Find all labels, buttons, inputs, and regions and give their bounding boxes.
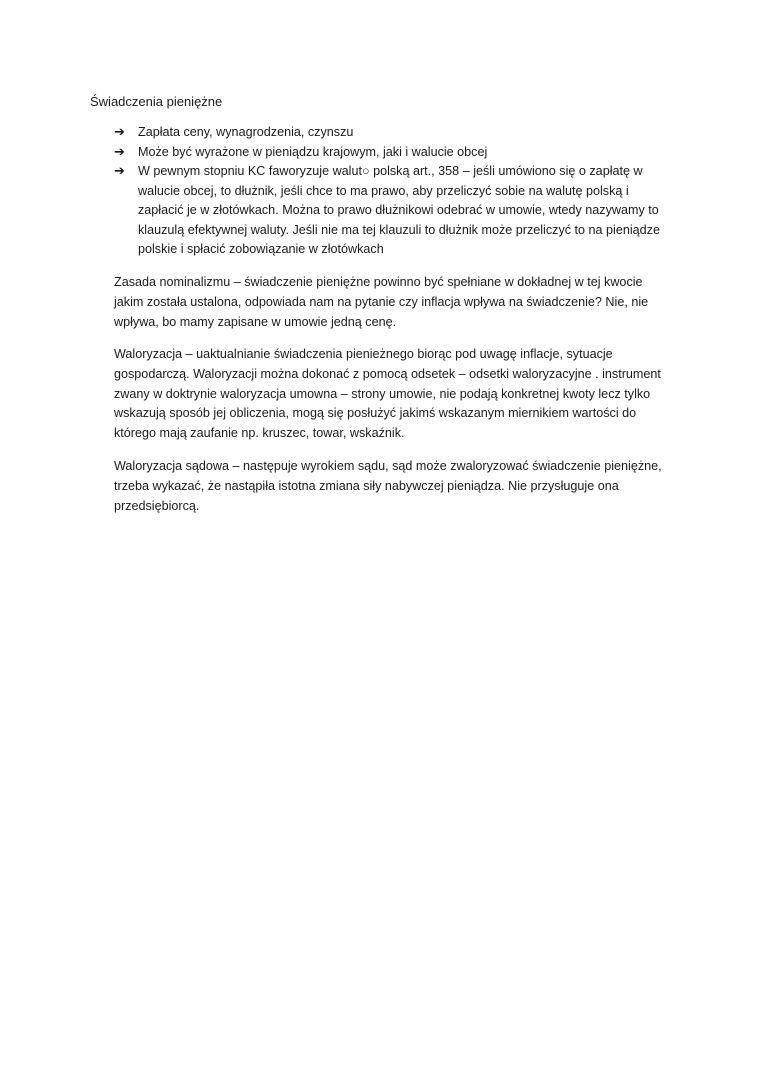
paragraph-valorization: Waloryzacja – uaktualnianie świadczenia pienieżnego biorąc pod uwagę inflacje, sytuacje gospodarczą. Waloryzacji można dokonać z pomocą odsetek – odsetki waloryzacyjne . instrument zwany w doktrynie waloryzacja umowna – strony umowie, nie podają konkretnej kwoty lecz tylko wskazują sposób jej obliczenia, mogą się posłużyć jakimś wskazanym miernikiem wartości do którego mają zaufanie np. kruszec, towar, wskaźnik. xyxy=(114,347,661,441)
list-item-text: W pewnym stopniu KC faworyzuje walut○ polską art., 358 – jeśli umówiono się o zapłatę w walucie obcej, to dłużnik, jeśli chce to ma prawo, aby przeliczyć sobie na walutę polską i zapłacić je w złotówkach. Można to prawo dłużnikowi odebrać w umowie, wtedy nazywamy to klauzulą efektywnej waluty. Jeśli nie ma tej klauzuli to dłużnik może przeliczyć to na pieniądze polskie i spłacić zobowiązanie w złotówkach xyxy=(138,164,660,256)
right-arrow-icon: ➔ xyxy=(114,125,125,140)
list-item xyxy=(114,143,674,163)
document-title: Świadczenia pieniężne xyxy=(90,94,223,109)
paragraph-court-valorization: Waloryzacja sądowa – następuje wyrokiem sądu, sąd może zwaloryzować świadczenie pieniężne, trzeba wykazać, że nastąpiła istotna zmiana siły nabywczej pieniądza. Nie przysługuje ona przedsiębiorcą. xyxy=(114,459,662,513)
list-item-text: Może być wyrażone w pieniądzu krajowym, jaki i walucie obcej xyxy=(138,144,488,159)
list-item xyxy=(114,162,674,260)
right-arrow-icon: ➔ xyxy=(114,164,125,179)
list-item-text: Zapłata ceny, wynagrodzenia, czynszu xyxy=(138,125,354,139)
paragraph-nominalism: Zasada nominalizmu – świadczenie pieniężne powinno być spełniane w dokładnej w tej kwocie jakim została ustalona, odpowiada nam na pytanie czy inflacja wpływa na świadczenie? Nie, nie wpływa, bo mamy zapisane w umowie jedną cenę. xyxy=(114,275,649,329)
right-arrow-icon: ➔ xyxy=(114,144,125,160)
bullet-list xyxy=(114,123,674,260)
list-item xyxy=(114,123,674,143)
